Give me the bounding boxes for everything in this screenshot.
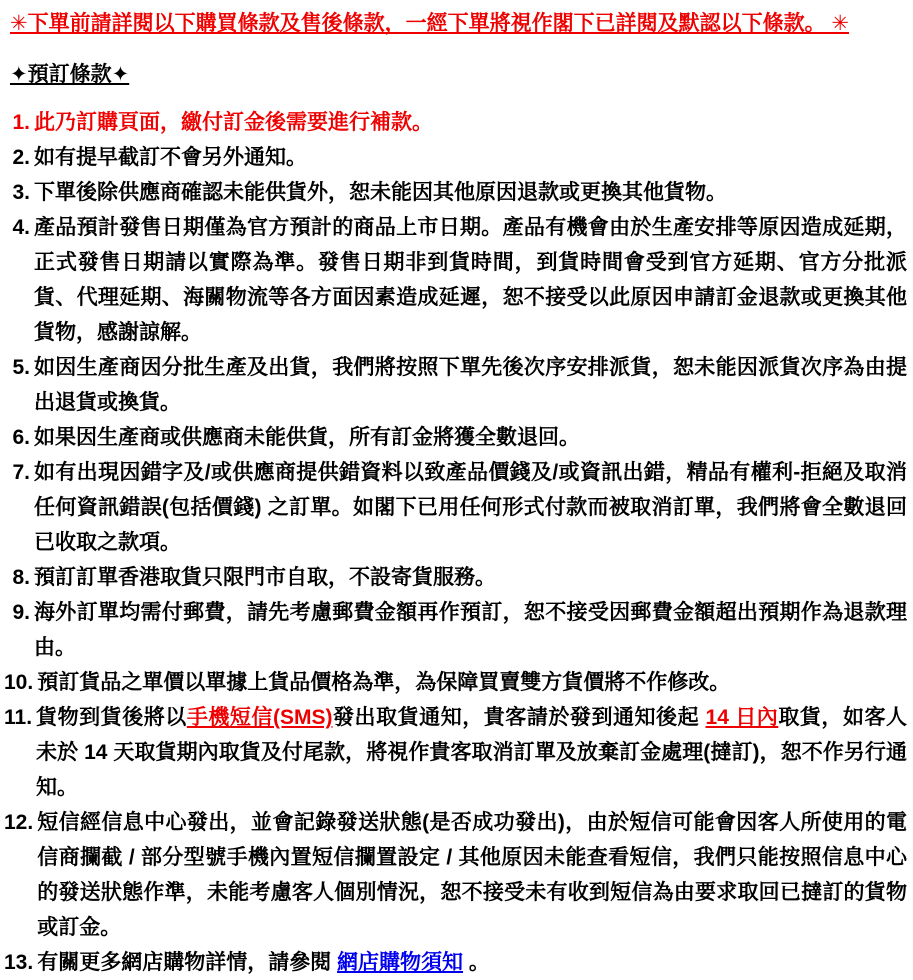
term-text <box>34 175 907 210</box>
term-text <box>34 420 907 455</box>
term-number: 1. <box>12 111 30 134</box>
term-text-segment: 預訂訂單香港取貨只限門市自取，不設寄貨服務。 <box>34 566 496 589</box>
term-text-segment: 取貨，如客人未於 14 天取貨期內取貨及付尾款，將視作貴客取消訂單及放棄訂金處理(撻訂)，恕不作另行通知。 <box>36 706 908 799</box>
term-number: 12. <box>4 811 34 834</box>
term-text <box>34 210 907 350</box>
term-text-segment: 此乃訂購頁面，繳付訂金後需要進行補款。 <box>34 111 433 134</box>
term-text-segment: 預訂貨品之單價以單據上貨品價格為準，為保障買賣雙方貨價將不作修改。 <box>37 671 731 694</box>
term-text-segment: 下單後除供應商確認未能供貨外，恕未能因其他原因退款或更換其他貨物。 <box>34 181 727 204</box>
term-number: 8. <box>12 566 30 589</box>
term-text <box>37 945 907 980</box>
term-item-2 <box>4 140 907 175</box>
term-item-4 <box>4 210 907 350</box>
term-text <box>34 350 907 420</box>
term-text <box>34 140 907 175</box>
term-number: 5. <box>12 356 30 379</box>
term-text-segment: 有關更多網店購物詳情，請參閱 <box>37 951 338 974</box>
term-text-segment: 海外訂單均需付郵費，請先考慮郵費金額再作預訂，恕不接受因郵費金額超出預期作為退款理由。 <box>34 601 907 659</box>
term-number: 9. <box>12 601 30 624</box>
term-text <box>34 455 907 560</box>
term-item-12 <box>4 805 907 945</box>
term-text <box>34 595 907 665</box>
term-number: 2. <box>12 146 30 169</box>
term-item-7 <box>4 455 907 560</box>
term-item-1 <box>4 105 907 140</box>
term-text-segment: 發出取貨通知，貴客請於發到通知後起 <box>332 706 706 729</box>
pre-order-notice-header: ✳下單前請詳閱以下購買條款及售後條款，一經下單將視作閣下已詳閱及默認以下條款。 ✳ <box>10 12 850 35</box>
terms-list <box>4 105 907 980</box>
term-number: 7. <box>12 461 30 484</box>
term-item-8 <box>4 560 907 595</box>
term-text-segment: 14 日內 <box>705 706 779 729</box>
term-number: 13. <box>4 951 34 974</box>
term-item-6 <box>4 420 907 455</box>
term-item-10 <box>4 665 907 700</box>
term-item-9 <box>4 595 907 665</box>
term-text-segment: 如有提早截訂不會另外通知。 <box>34 146 307 169</box>
term-text-segment: 如因生產商因分批生產及出貨，我們將按照下單先後次序安排派貨，恕未能因派貨次序為由提出退貨或換貨。 <box>34 356 907 414</box>
term-number: 3. <box>12 181 30 204</box>
term-text-segment: 如果因生產商或供應商未能供貨，所有訂金將獲全數退回。 <box>34 426 580 449</box>
term-text-segment: 手機短信(SMS) <box>186 706 333 729</box>
term-item-11 <box>4 700 907 805</box>
term-text <box>37 665 907 700</box>
term-text-segment: 貨物到貨後將以 <box>36 706 187 729</box>
term-number: 11. <box>4 706 33 729</box>
term-text <box>37 805 907 945</box>
term-text <box>34 560 907 595</box>
term-number: 6. <box>12 426 30 449</box>
term-text <box>36 700 907 805</box>
term-text-segment: 短信經信息中心發出，並會記錄發送狀態(是否成功發出)，由於短信可能會因客人所使用的電信商攔截 / 部分型號手機內置短信攔置設定 / 其他原因未能查看短信，我們只能按照信息中心的發送狀態作準，未能考慮客人個別情況，恕不接受未有收到短信為由要求取回已撻訂的貨物或訂金。 <box>37 811 907 939</box>
term-text-segment: 如有出現因錯字及/或供應商提供錯資料以致產品價錢及/或資訊出錯，精品有權利-拒絕及取消任何資訊錯誤(包括價錢) 之訂單。如閣下已用任何形式付款而被取消訂單，我們將會全數退回已收取之款項。 <box>34 461 907 554</box>
term-item-13 <box>4 945 907 980</box>
term-text <box>34 105 907 140</box>
term-item-5 <box>4 350 907 420</box>
term-number: 4. <box>12 216 30 239</box>
term-text-segment: 產品預計發售日期僅為官方預計的商品上市日期。產品有機會由於生產安排等原因造成延期，正式發售日期請以實際為準。發售日期非到貨時間，到貨時間會受到官方延期、官方分批派貨、代理延期、海關物流等各方面因素造成延遲，恕不接受以此原因申請訂金退款或更換其他貨物，感謝諒解。 <box>34 216 907 344</box>
section-title-preorder-terms: ✦預訂條款✦ <box>10 63 130 86</box>
term-number: 10. <box>4 671 34 694</box>
term-item-3 <box>4 175 907 210</box>
term-text-segment: 。 <box>463 951 490 974</box>
shop-guide-link[interactable]: 網店購物須知 <box>337 951 464 974</box>
